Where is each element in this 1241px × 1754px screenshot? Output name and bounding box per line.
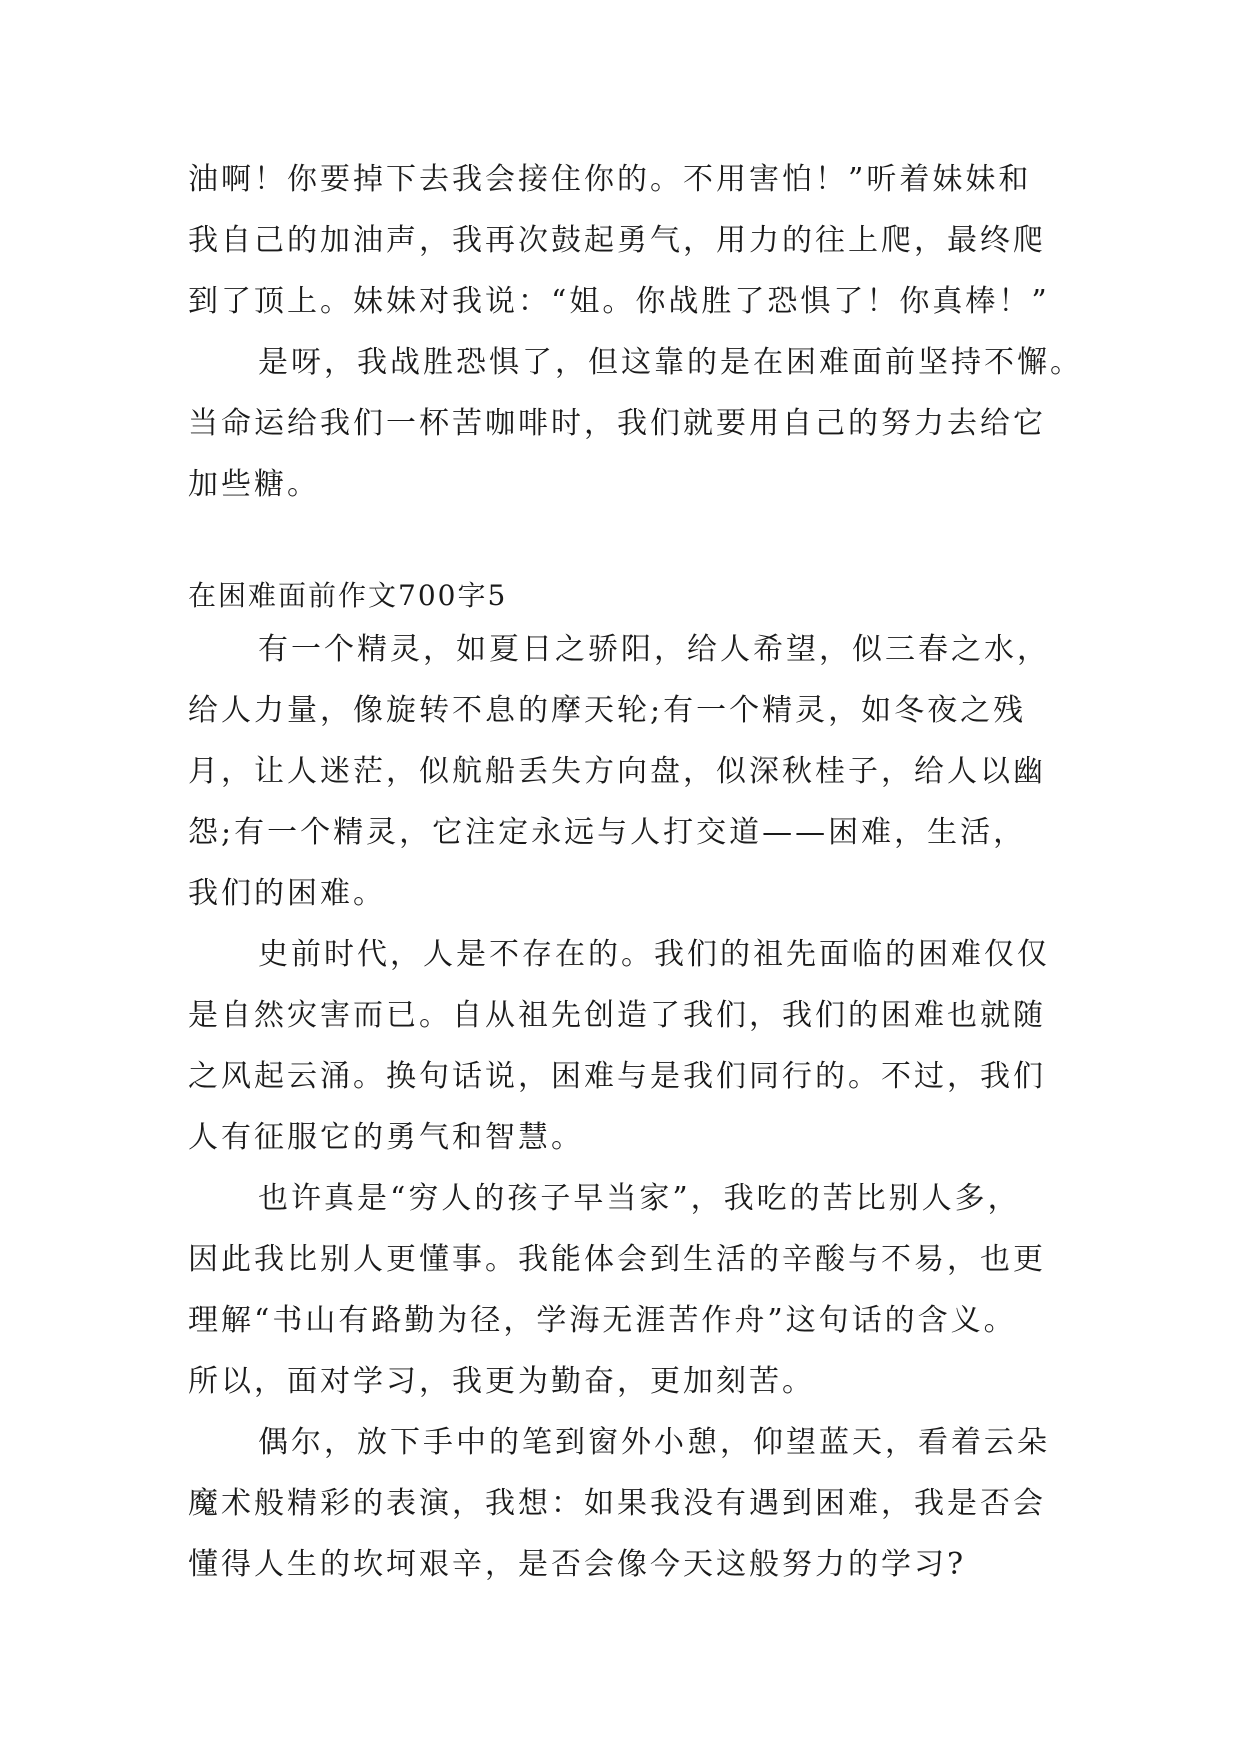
paragraph-line: 理解“书山有路勤为径，学海无涯苦作舟”这句话的含义。	[188, 1303, 1017, 1338]
paragraph-line: 是自然灾害而已。自从祖先创造了我们，我们的困难也就随	[188, 998, 1046, 1033]
paragraph-line: 因此我比别人更懂事。我能体会到生活的辛酸与不易，也更	[188, 1242, 1046, 1277]
paragraph-line: 也许真是“穷人的孩子早当家”，我吃的苦比别人多，	[258, 1181, 1021, 1216]
essay-heading: 在困难面前作文700字5	[188, 579, 508, 612]
paragraph-line: 加些糖。	[188, 467, 320, 502]
paragraph-line: 是呀，我战胜恐惧了，但这靠的是在困难面前坚持不懈。	[258, 345, 1083, 380]
paragraph-line: 人有征服它的勇气和智慧。	[188, 1120, 584, 1155]
paragraph-line: 我自己的加油声，我再次鼓起勇气，用力的往上爬，最终爬	[188, 223, 1046, 258]
paragraph-line: 史前时代，人是不存在的。我们的祖先面临的困难仅仅	[258, 937, 1050, 972]
paragraph-line: 油啊！你要掉下去我会接住你的。不用害怕！”听着妹妹和	[188, 162, 1032, 197]
paragraph-line: 偶尔，放下手中的笔到窗外小憩，仰望蓝天，看着云朵	[258, 1425, 1050, 1460]
paragraph-line: 之风起云涌。换句话说，困难与是我们同行的。不过，我们	[188, 1059, 1046, 1094]
paragraph-line: 有一个精灵，如夏日之骄阳，给人希望，似三春之水，	[258, 632, 1050, 667]
paragraph-line: 魔术般精彩的表演，我想：如果我没有遇到困难，我是否会	[188, 1486, 1046, 1521]
paragraph-line: 我们的困难。	[188, 876, 386, 911]
paragraph-line: 所以，面对学习，我更为勤奋，更加刻苦。	[188, 1364, 815, 1399]
paragraph-line: 给人力量，像旋转不息的摩天轮;有一个精灵，如冬夜之残	[188, 693, 1027, 728]
paragraph-line: 当命运给我们一杯苦咖啡时，我们就要用自己的努力去给它	[188, 406, 1046, 441]
paragraph-line: 懂得人生的坎坷艰辛，是否会像今天这般努力的学习?	[188, 1547, 967, 1582]
paragraph-line: 到了顶上。妹妹对我说：“姐。你战胜了恐惧了！你真棒！”	[188, 284, 1050, 319]
paragraph-line: 怨;有一个精灵，它注定永远与人打交道——困难，生活，	[188, 815, 1027, 850]
paragraph-line: 月，让人迷茫，似航船丢失方向盘，似深秋桂子，给人以幽	[188, 754, 1046, 789]
